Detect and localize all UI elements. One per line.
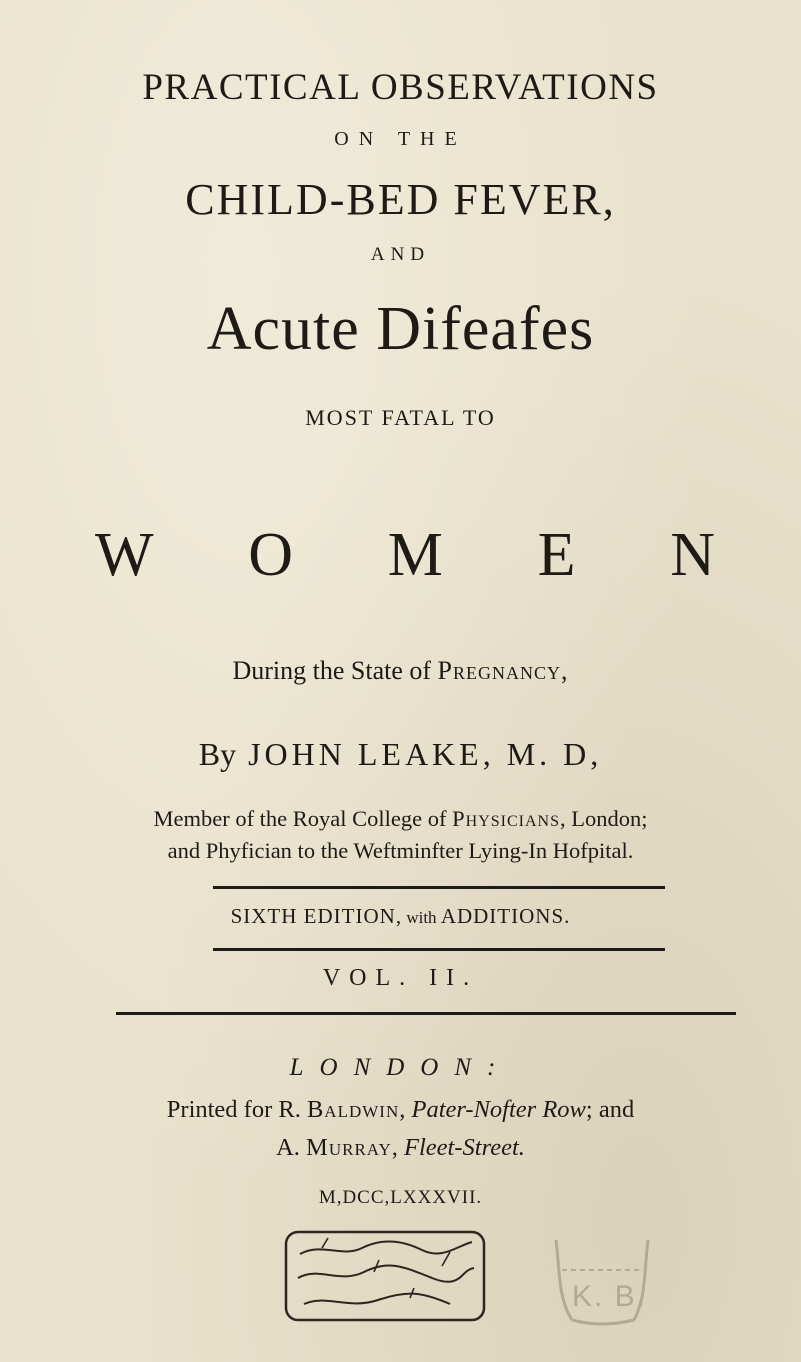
imprint-printed-for: Printed for R. [166,1096,307,1123]
imprint-city: LONDON: [289,1054,512,1081]
during-prefix: During the State of [232,656,438,685]
women-letter: N [670,521,715,589]
imprint-a: A. [276,1134,307,1161]
credentials-prefix: Member of the Royal College of [153,806,453,831]
author-by: By [198,736,237,772]
edition-with: with [402,908,441,927]
volume-line: VOL. II. [322,965,479,991]
author-credentials-line-1 [0,806,801,832]
imprint-line-2 [0,1134,801,1162]
rule-above-volume [213,948,665,951]
imprint-year: M,DCC,LXXXVII. [318,1187,483,1208]
title-line-practical-observations: PRACTICAL OBSERVATIONS [142,67,659,108]
title-line-women [95,520,715,591]
imprint-and: ; and [585,1096,635,1123]
women-letter: O [248,521,294,589]
imprint-baldwin: Baldwin [306,1096,400,1123]
title-line-acute-diseases: Acute Difeafes [206,295,595,363]
imprint-murray: Murray [306,1134,392,1161]
edition-main: SIXTH EDITION, [230,904,403,928]
rule-above-edition [213,886,665,889]
credentials-physicians: Physicians [452,806,561,831]
imprint-line-1 [0,1096,801,1124]
imprint-comma-2: , [391,1134,405,1161]
imprint-comma-1: , [399,1096,412,1123]
author-line [0,736,801,773]
rule-below-volume [116,1012,736,1015]
library-stamp-text: K. B. [572,1280,648,1313]
title-line-on-the: ON THE [334,128,467,150]
title-line-during-pregnancy [0,656,801,686]
edition-line [0,904,801,929]
women-letter: M [387,521,443,589]
author-credentials-line-2: and Phyfician to the Weftminfter Lying-In Hofpital. [167,838,634,863]
imprint-fleet-street: Fleet-Street. [404,1134,525,1161]
title-line-and: AND [370,244,431,265]
edition-additions: ADDITIONS. [440,904,571,928]
during-pregnancy-word: Pregnancy, [437,656,569,685]
handwritten-signature-image [282,1228,490,1326]
women-letter: E [537,521,576,589]
women-letter: W [95,521,154,589]
imprint-pater-noster-row: Pater-Nofter Row [411,1096,586,1123]
credentials-suffix: , London; [560,806,648,831]
title-line-most-fatal-to: MOST FATAL TO [305,405,496,430]
author-name: JOHN LEAKE, M. D, [248,736,603,772]
title-line-child-bed-fever: CHILD-BED FEVER, [185,175,616,224]
